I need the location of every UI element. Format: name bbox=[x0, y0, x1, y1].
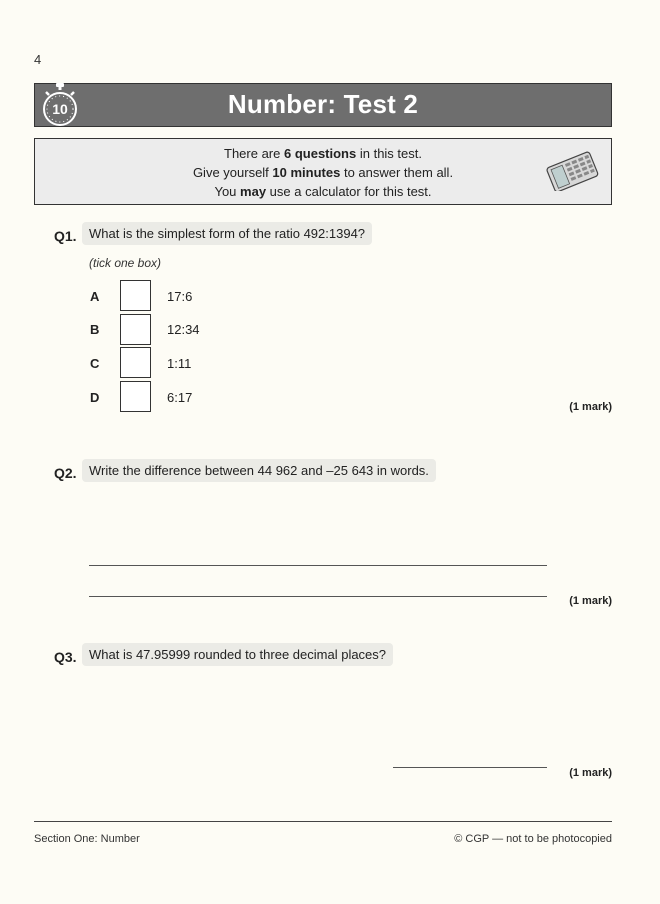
q2-mark: (1 mark) bbox=[569, 595, 612, 607]
q1-option-b-checkbox[interactable] bbox=[120, 314, 151, 345]
q1-option-d-text: 6:17 bbox=[167, 390, 193, 405]
page-title: Number: Test 2 bbox=[227, 89, 419, 119]
timer-minutes: 10 bbox=[52, 101, 68, 117]
q1-option-a-text: 17:6 bbox=[167, 289, 193, 304]
q1-option-d-letter: D bbox=[90, 390, 100, 405]
instruction-calculator: You may use a calculator for this test. bbox=[214, 184, 432, 199]
q1-option-a-letter: A bbox=[90, 289, 100, 304]
instruction-time: Give yourself 10 minutes to answer them all. bbox=[192, 165, 454, 180]
instructions-box bbox=[34, 138, 612, 205]
q3-number: Q3. bbox=[54, 649, 77, 665]
q2-answer-line-1[interactable] bbox=[89, 565, 547, 566]
q2-text: Write the difference between 44 962 and –25 643 in words. bbox=[82, 459, 436, 482]
q3-mark: (1 mark) bbox=[569, 767, 612, 779]
page-number: 4 bbox=[34, 52, 42, 67]
q1-mark: (1 mark) bbox=[569, 401, 612, 413]
q3-answer-line[interactable] bbox=[393, 767, 547, 768]
q1-option-c-checkbox[interactable] bbox=[120, 347, 151, 378]
instruction-questions: There are 6 questions in this test. bbox=[224, 146, 422, 161]
test-title-bar bbox=[34, 83, 612, 127]
q1-text: What is the simplest form of the ratio 492:1394? bbox=[82, 222, 372, 245]
q2-answer-line-2[interactable] bbox=[89, 596, 547, 597]
q1-option-c-letter: C bbox=[90, 356, 100, 371]
q3-text: What is 47.95999 rounded to three decimal places? bbox=[82, 643, 393, 666]
q2-number: Q2. bbox=[54, 465, 77, 481]
q1-option-a-checkbox[interactable] bbox=[120, 280, 151, 311]
q1-option-c-text: 1:11 bbox=[167, 356, 192, 371]
q1-option-b-text: 12:34 bbox=[167, 322, 200, 337]
q1-option-d-checkbox[interactable] bbox=[120, 381, 151, 412]
q1-number: Q1. bbox=[54, 228, 77, 244]
calculator-icon bbox=[543, 151, 601, 191]
q1-option-b-letter: B bbox=[90, 322, 100, 337]
footer-section: Section One: Number bbox=[34, 833, 140, 845]
q1-hint: (tick one box) bbox=[89, 256, 162, 270]
footer-divider bbox=[34, 821, 612, 822]
footer-copyright: © CGP — not to be photocopied bbox=[454, 833, 612, 845]
